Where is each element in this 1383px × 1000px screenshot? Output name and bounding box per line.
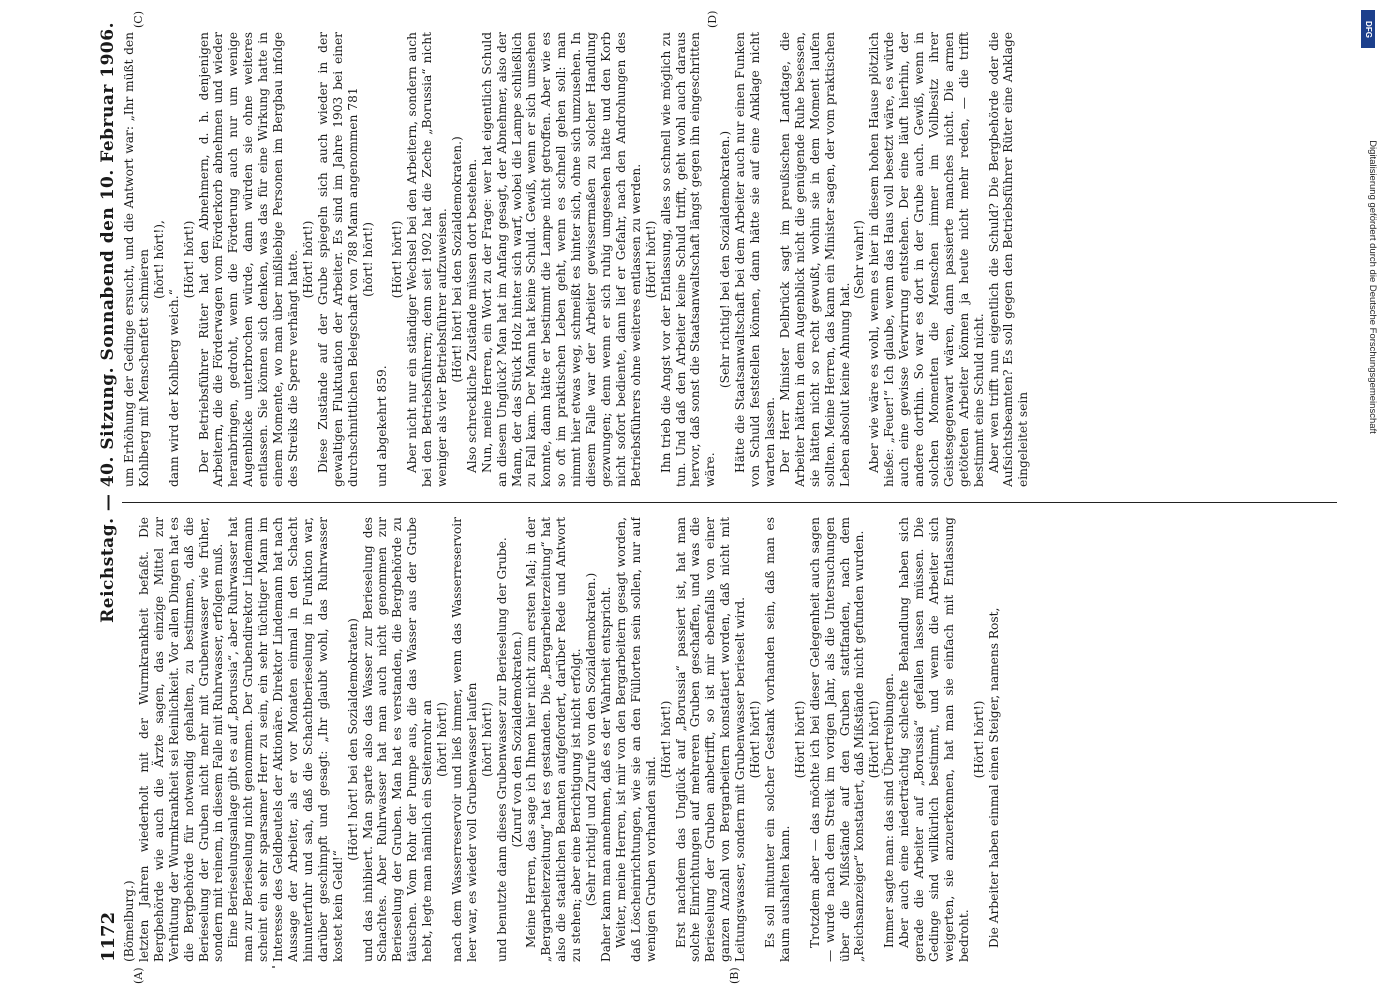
interjection: (hört! hört!), bbox=[151, 220, 166, 299]
interjection: (Hört! hört!) bbox=[390, 220, 405, 299]
interjection: (Hört! hört! bei den Sozialdemokraten) bbox=[345, 618, 360, 861]
interjection: (Hört! hört! bei den Sozialdemokraten.) bbox=[449, 136, 464, 383]
paragraph: und das inhibiert. Man sparte also das Wasser zur Berieselung des Schachtes. Aber Ruhrwasser hat man auch nicht genommen zur Berieselung der Gruben. Man hat es verstanden, die Bergbehörde zu täuschen. Vom Rohr der Pumpe aus, die das Wasser aus der Grube hebt, legte man nämlich ein Seitenrohr an bbox=[360, 517, 435, 962]
interjection: (hört! hört!) bbox=[435, 702, 450, 777]
paragraph: um Erhöhung der Gedinge ersucht, und die Antwort war: „Ihr müßt den Kohlberg mit Menschenfett schmieren bbox=[122, 32, 151, 487]
interjection: (Hört! hört!) bbox=[971, 700, 986, 779]
page-number: 1172 bbox=[97, 911, 119, 962]
paragraph: Weiter, meine Herren, ist mir von den Bergarbeitern gesagt worden, daß Löscheinrichtungen, wie sie an den Füllorten sein sollen, nur auf wenigen Gruben vorhanden sind. bbox=[613, 517, 658, 962]
paragraph: Die Arbeiter haben einmal einen Steiger, namens Rost, bbox=[986, 607, 1001, 948]
paragraph: letzten Jahren wiederholt mit der Wurmkrankheit befaßt. Die Bergbehörde wie auch die Ärzte sagen, das einzige Mittel zur Verhütung der Wurmkrankheit sei Reinlichkeit. Vor allen Dingen hat es die Bergbehörde für notwendig gehalten, zu bestimmen, daß die Berieselung der Gruben nicht mehr mit Grubenwasser wie früher, sondern mit reinem, in diesem Falle mit Ruhrwasser, erfolgen muß. bbox=[136, 517, 226, 962]
paragraph: Daher kann man annehmen, daß es der Wahrheit entspricht. bbox=[599, 586, 613, 962]
interjection: (Sehr richtig! und Zurufe von den Sozialdemokraten.) bbox=[584, 572, 599, 907]
left-column bbox=[122, 517, 1337, 962]
digitization-credit bbox=[1361, 10, 1377, 990]
paragraph: Aber auch eine niederträchtig schlechte Behandlung haben sich gerade die Arbeiter auf „Borussia“ gefallen lassen müssen. Die Gedinge sind willkürlich bestimmt, und wenn die Arbeiter sich weigerten, sie anzuerkennen, hat man sie einfach mit Entlassung bedroht. bbox=[897, 517, 971, 962]
right-column bbox=[122, 32, 1337, 487]
paragraph: Aber nicht nur ein ständiger Wechsel bei den Arbeitern, sondern auch bei den Betriebsführern; denn seit 1902 hat die Zeche „Borussia“ nicht weniger als vier Betriebsführer aufzuweisen. bbox=[405, 32, 450, 487]
interjection: (Hört! hört!) bbox=[181, 220, 196, 299]
paragraph: (Bömelburg.) bbox=[122, 880, 136, 962]
credit-text: Digitalisierung gefördert durch die Deutsche Forschungsgemeinschaft bbox=[1367, 140, 1378, 434]
paragraph: Ihn trieb die Angst vor der Entlassung, alles so schnell wie möglich zu tun. Und daß den Arbeiter keine Schuld trifft, geht wohl auch daraus hervor, daß sonst die Staatsanwaltschaft längst gegen ihn eingeschritten wäre. bbox=[658, 32, 718, 487]
interjection: (hört! hört!) bbox=[360, 222, 375, 297]
interjection: (Hört! hört!) bbox=[792, 700, 807, 779]
interjection: (Hört! hört!) bbox=[658, 700, 673, 779]
paragraph: Aber wen trifft nun eigentlich die Schuld? Die Bergbehörde oder die Aufsichtsbeamten? Es soll gegen den Betriebsführer Rüter eine Anklage eingeleitet sein bbox=[986, 32, 1031, 487]
paragraph: dann wird der Kohlberg weich.“ bbox=[166, 289, 181, 487]
paragraph: Erst nachdem das Unglück auf „Borussia“ passiert ist, hat man solche Einrichtungen auf mehreren Gruben geschaffen, und was die Berieselung der Gruben anbetrifft, so ist mir ebenfalls von einer ganzen Anzahl von Bergarbeitern konstatiert worden, daß nicht mit Leitungswasser, sondern mit Grubenwasser berieselt wird. bbox=[673, 517, 748, 962]
column-divider bbox=[122, 502, 1337, 503]
paragraph: Trotzdem aber — das möchte ich bei dieser Gelegenheit auch sagen — wurde nach dem Streik im vorigen Jahr, als die Untersuchungen über die Mißstände auf den Gruben stattfanden, nach dem „Reichsanzeiger“ konstatiert, daß Mißstände nicht gefunden wurden. bbox=[807, 517, 867, 962]
paragraph: Hätte die Staatsanwaltschaft bei dem Arbeiter auch nur einen Funken von Schuld feststellen können, dann hätte sie auf eine Anklage nicht warten lassen. bbox=[733, 32, 777, 487]
dfg-logo: DFG bbox=[1361, 10, 1375, 48]
paragraph: und abgekehrt 859. bbox=[375, 365, 390, 487]
margin-marker-d: (D) bbox=[706, 10, 719, 28]
paragraph: nach dem Wasserreservoir und ließ immer, wenn das Wasserreservoir leer war, es wieder voll Grubenwasser laufen bbox=[449, 517, 479, 962]
paragraph: Immer sagte man: das sind Übertreibungen. bbox=[882, 673, 897, 948]
interjection: (Zuruf von den Sozialdemokraten.) bbox=[509, 631, 524, 848]
paragraph: Der Betriebsführer Rüter hat den Abnehmern, d. h. denjenigen Arbeitern, die die Förderwagen vom Förderkorb abnehmen und wieder heranbringen, gedroht, wenn die Förderung auch nur um wenige Augenblicke unterbrochen würde, dann würden sie ohne weiteres entlassen. Sie können sich denken, was das für eine Wirkung hatte in einem Momente, wo man über mißliebige Personen im Bergbau infolge des Streiks die Sperre verhängt hatte. bbox=[196, 32, 300, 487]
paragraph: Diese Zustände auf der Grube spiegeln sich auch wieder in der gewaltigen Fluktuation der Arbeiter. Es sind im Jahre 1903 bei einer durchschnittlichen Belegschaft von 788 Mann angenommen 781 bbox=[315, 32, 360, 487]
interjection: (Sehr wahr!) bbox=[852, 220, 867, 299]
rotated-page-content bbox=[88, 10, 1348, 984]
interjection: (hört! hört!) bbox=[479, 702, 494, 777]
interjection: (Hört! hört!) bbox=[300, 220, 315, 299]
paragraph: Der Herr Minister Delbrück sagt im preußischen Landtage, die Arbeiter hätten in dem Augenblick nicht die genügende Ruhe besessen, sie hätten nicht so recht gewußt, wohin sie in dem Moment laufen sollten. Meine Herren, das kann ein Minister sagen, der vom praktischen Leben absolut keine Ahnung hat. bbox=[777, 32, 852, 487]
interjection: (Sehr richtig! bei den Sozialdemokraten.) bbox=[718, 130, 733, 389]
scan-speck bbox=[272, 966, 275, 968]
paragraph: Eine Berieselungsanlage gibt es auf „Borussia“, aber Ruhrwasser hat man zur Berieselung nicht genommen. Der Grubendirektor Lindemann scheint ein sehr sparsamer Herr zu sein, ein sehr tüchtiger Mann im Interesse des Geldbeutels der Aktionäre. Direktor Lindemann hat nach Aussage der Arbeiter, als er vor Monaten einmal in den Schacht hinunterfuhr und sah, daß die Schachtberieselung in Funktion war, darüber geschimpft und gesagt: „Ihr glaubt wohl, das Ruhrwasser kostet kein Geld!“ bbox=[226, 517, 345, 962]
interjection: (Hört! hört!) bbox=[643, 220, 658, 299]
margin-marker-a: (A) bbox=[132, 967, 145, 984]
paragraph: und benutzte dann dieses Grubenwasser zur Berieselung der Grube. bbox=[494, 537, 509, 962]
page-title: Reichstag. — 40. Sitzung. Sonnabend den 10. Februar 1906. bbox=[98, 22, 118, 623]
interjection: (Hört! hört!) bbox=[748, 700, 763, 779]
paragraph: Nun, meine Herren, ein Wort zu der Frage: wer hat eigentlich Schuld an diesem Unglück? Man hat im Anfang gesagt, der Abnehmer, also der Mann, der das Stück Holz hinter sich warf, wobei die Lampe schließlich zu Fall kam. Der Mann hat keine Schuld. Gewiß, wenn er sich umsehen konnte, dann hätte er bestimmt die Lampe nicht getroffen. Aber wie es so oft im praktischen Leben geht, wenn es schnell gehen soll: man nimmt hier etwas weg, schmeißt es hinter sich, ohne sich umzusehen. In diesem Falle war der Arbeiter gewissermaßen zu solcher Handlung gezwungen; denn wenn er sich ruhig umgesehen hätte und den Korb nicht sofort bediente, dann lief er Gefahr, nach den Androhungen des Betriebsführers ohne weiteres entlassen zu werden. bbox=[479, 32, 643, 487]
paragraph: Es soll mitunter ein solcher Gestank vorhanden sein, daß man es kaum aushalten kann. bbox=[762, 517, 792, 962]
paragraph: Aber wie wäre es wohl, wenn es hier in diesem hohen Hause plötzlich hieße: „Feuer!“ Ich glaube, wenn das Haus voll besetzt wäre, es würde auch eine gewisse Verwirrung entstehen. Der eine läuft hierhin, der andere dorthin. So war es dort in der Grube auch. Gewiß, wenn in solchen Momenten die Menschen immer im Vollbesitz ihrer Geistesgegenwart wären, dann passierte manches nicht. Die armen getöteten Arbeiter können ja heute nicht mehr reden, — die trifft bestimmt eine Schuld nicht. bbox=[867, 32, 986, 487]
paragraph: Also schreckliche Zustände müssen dort bestehen. bbox=[464, 158, 479, 473]
interjection: (Hört! hört!) bbox=[867, 700, 882, 779]
margin-marker-b: (B) bbox=[728, 967, 741, 984]
paragraph: Meine Herren, das sage ich Ihnen hier nicht zum ersten Mal; in der „Bergarbeiterzeitung“ hat es gestanden. Die „Bergarbeiterzeitung“ hat also die staatlichen Beamten aufgefordert, darüber Rede und Antwort zu stehen; aber eine Berichtigung ist nicht erfolgt. bbox=[524, 517, 584, 962]
margin-marker-c: (C) bbox=[132, 11, 145, 28]
